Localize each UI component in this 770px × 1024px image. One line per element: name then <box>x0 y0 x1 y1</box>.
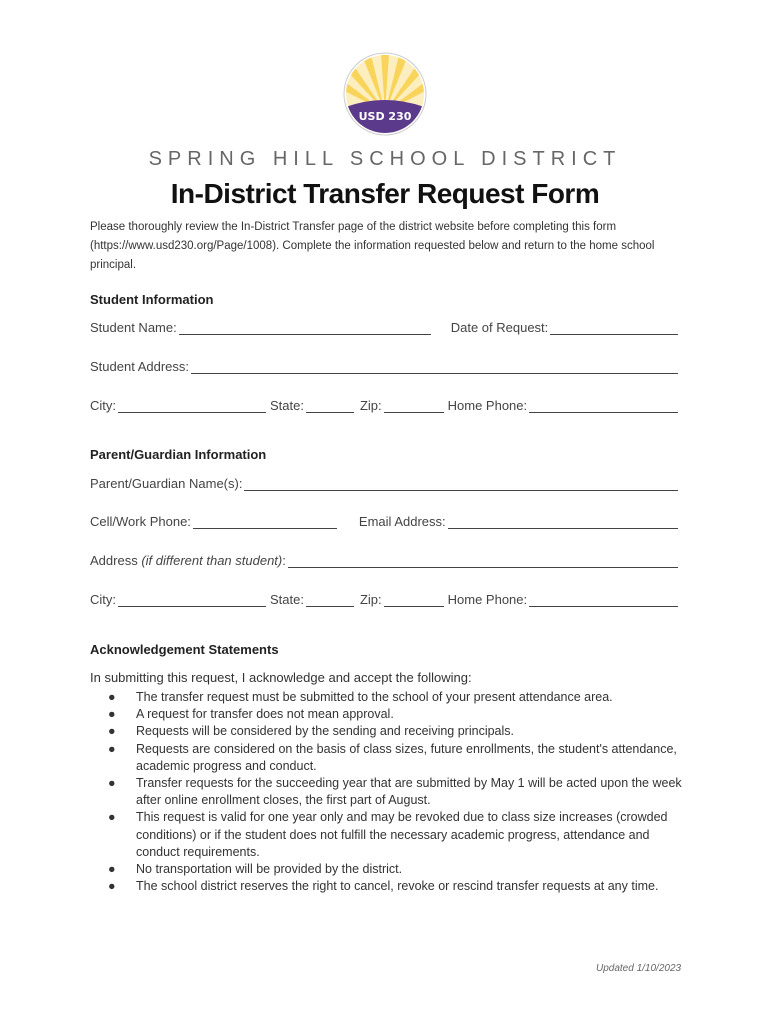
bullet-icon: ● <box>108 724 116 739</box>
list-item <box>108 689 688 706</box>
updated-date: Updated 1/10/2023 <box>596 963 682 974</box>
state-field[interactable] <box>306 400 354 413</box>
intro-text: Please thoroughly review the In-District Transfer page of the district website before completing this form (https://www.usd230.org/Page/1008). Complete the information requested below and return to the home school principal. <box>90 221 655 271</box>
home-phone-field[interactable] <box>529 594 678 607</box>
item-text: Transfer requests for the succeeding year that are submitted by May 1 will be acted upon the week after online enrollment closes, the first part of August. <box>136 776 682 808</box>
parent-address-field[interactable] <box>288 555 678 568</box>
zip-field[interactable] <box>384 400 444 413</box>
city-label: City: <box>90 592 116 607</box>
district-name: SPRING HILL SCHOOL DISTRICT <box>148 148 622 170</box>
item-text: The transfer request must be submitted to the school of your present attendance area. <box>136 690 613 704</box>
city-label: City: <box>90 398 116 413</box>
state-label: State: <box>270 592 304 607</box>
parent-city-row <box>90 592 678 607</box>
parent-heading: Parent/Guardian Information <box>90 447 267 462</box>
ack-intro: In submitting this request, I acknowledge and accept the following: <box>90 670 472 685</box>
parent-names-row <box>90 476 678 491</box>
state-field[interactable] <box>306 594 354 607</box>
home-phone-label: Home Phone: <box>447 592 528 607</box>
date-label: Date of Request: <box>450 320 549 335</box>
bullet-icon: ● <box>108 810 116 825</box>
ack-list <box>108 689 688 895</box>
list-item <box>108 741 688 775</box>
parent-address-label: Address <box>90 553 138 568</box>
student-name-field[interactable] <box>179 322 431 335</box>
list-item <box>108 706 688 723</box>
email-field[interactable] <box>448 516 678 529</box>
bullet-icon: ● <box>108 879 116 894</box>
bullet-icon: ● <box>108 776 116 791</box>
bullet-icon: ● <box>108 741 116 756</box>
home-phone-field[interactable] <box>529 400 678 413</box>
parent-address-row <box>90 553 678 568</box>
item-text: This request is valid for one year only and may be revoked due to class size increases (crowded conditions) or if the student does not fulfill the necessary academic progress, attendance and conduct requirements. <box>136 810 668 859</box>
usd230-logo <box>343 52 427 136</box>
student-name-label: Student Name: <box>90 320 177 335</box>
home-phone-label: Home Phone: <box>447 398 528 413</box>
list-item <box>108 878 688 895</box>
city-field[interactable] <box>118 594 266 607</box>
state-label: State: <box>270 398 304 413</box>
item-text: The school district reserves the right to cancel, revoke or rescind transfer requests at any time. <box>136 879 659 894</box>
student-name-row <box>90 320 678 335</box>
logo-text: USD 230 <box>358 110 412 123</box>
student-address-field[interactable] <box>191 361 678 374</box>
item-text: Requests are considered on the basis of class sizes, future enrollments, the student's attendance, academic progress and conduct. <box>136 741 677 773</box>
zip-label: Zip: <box>359 592 382 607</box>
student-address-label: Student Address: <box>90 359 190 374</box>
cell-phone-label: Cell/Work Phone: <box>90 514 191 529</box>
list-item <box>108 861 688 878</box>
parent-address-note: (if different than student) <box>141 553 283 568</box>
email-label: Email Address: <box>358 514 446 529</box>
parent-names-field[interactable] <box>244 478 678 491</box>
bullet-icon: ● <box>108 707 116 722</box>
student-heading: Student Information <box>90 292 214 307</box>
cell-phone-field[interactable] <box>193 516 337 529</box>
student-address-row <box>90 359 678 374</box>
item-text: A request for transfer does not mean approval. <box>136 707 394 722</box>
page-title: In-District Transfer Request Form <box>170 178 600 209</box>
item-text: No transportation will be provided by the district. <box>136 862 403 877</box>
parent-names-label: Parent/Guardian Name(s): <box>90 476 243 491</box>
zip-field[interactable] <box>384 594 444 607</box>
date-field[interactable] <box>550 322 678 335</box>
list-item <box>108 723 688 740</box>
item-text: Requests will be considered by the sending and receiving principals. <box>136 724 514 739</box>
list-item <box>108 775 688 809</box>
city-field[interactable] <box>118 400 266 413</box>
zip-label: Zip: <box>359 398 382 413</box>
student-city-row <box>90 398 678 413</box>
colon: : <box>282 553 286 568</box>
parent-contact-row <box>90 514 678 529</box>
bullet-icon: ● <box>108 690 116 704</box>
ack-heading: Acknowledgement Statements <box>90 642 279 657</box>
list-item <box>108 809 688 861</box>
bullet-icon: ● <box>108 862 116 877</box>
